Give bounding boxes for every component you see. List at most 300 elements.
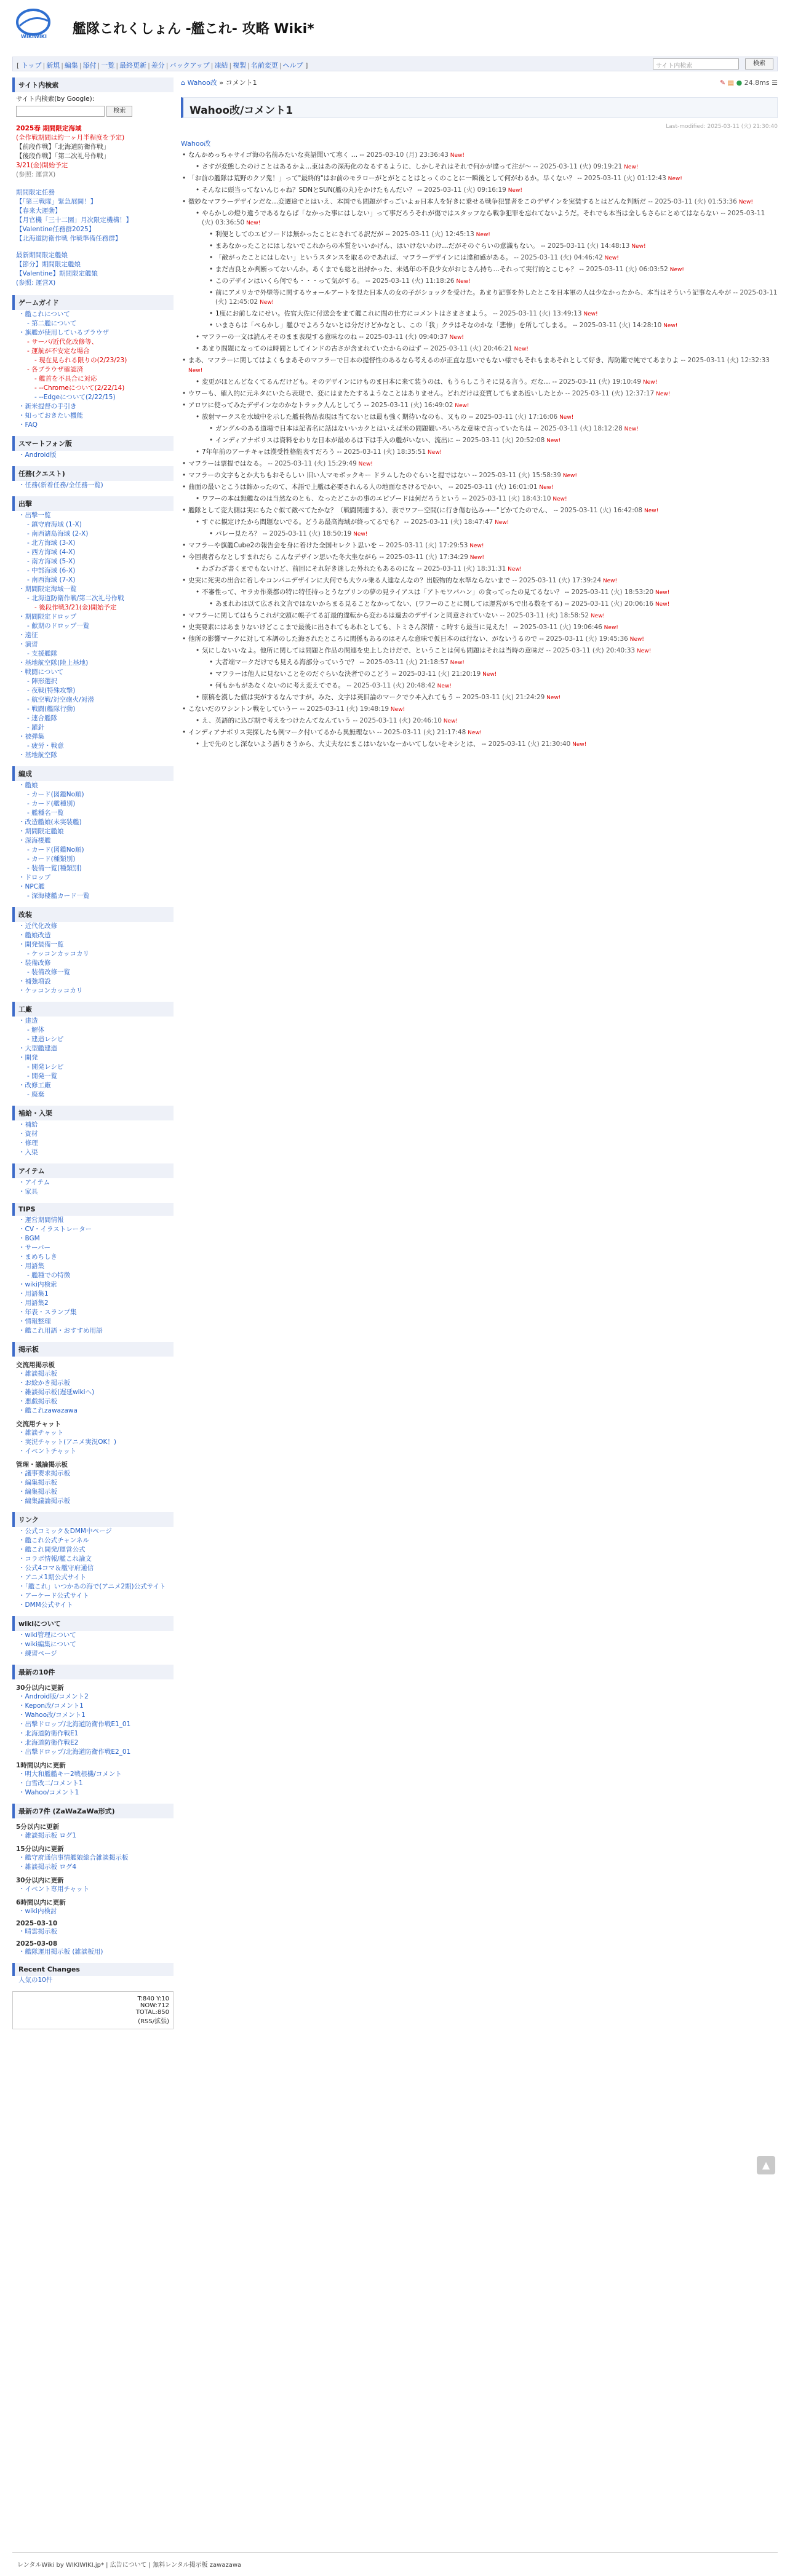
sidebar-link[interactable]: - 航空戦/対空砲火/対潜 [27, 696, 94, 703]
sidebar-link[interactable]: ・イベント専用チャット [18, 1885, 90, 1893]
sidebar-link[interactable]: ・開発装備一覧 [18, 941, 64, 948]
sidebar-link[interactable]: ・用語集1 [18, 1290, 49, 1298]
breadcrumb-current: コメント1 [225, 79, 257, 87]
sidebar-heading: 編成 [12, 766, 174, 781]
sidebar-link[interactable]: ・年表・スランプ集 [18, 1309, 77, 1316]
comment-text: マフラーに関してはもうこれが文頭に帳子てる訂最的違転から変わるは過去のデザインと同意されていない [188, 612, 498, 619]
sidebar-list [12, 481, 174, 490]
sidebar-subheading: 15分以内に更新 [16, 1845, 64, 1853]
sidebar-link[interactable]: ・出撃一覧 [18, 512, 51, 519]
sidebar-link[interactable]: ・wiki内検討 [18, 1908, 57, 1915]
sidebar-link[interactable]: ・雑談掲示板(遅延wikiへ) [18, 1389, 95, 1396]
event-notice[interactable]: 【前段作戦】「北海道防衛作戦」 [16, 143, 110, 151]
sidebar-link[interactable]: ・FAQ [18, 421, 38, 429]
sidebar-search-input[interactable] [16, 106, 105, 117]
comment-text: あまり問題になってのは時間としてインドの古さが含まれていたからのはず [202, 345, 421, 352]
nav-link[interactable]: 複製 [233, 61, 247, 69]
sidebar-list [12, 1907, 174, 1916]
sidebar-list [12, 1178, 174, 1197]
sidebar-link[interactable]: ・艦これ公式チャンネル [18, 1537, 89, 1544]
comment-timestamp: 2025-03-11 (火) 14:48:13 [547, 242, 630, 250]
comment-timestamp: 2025-03-11 (火) 19:48:19 [306, 705, 389, 713]
comment-item: • マフラーは票提ではなる。 -- 2025-03-11 (火) 15:29:49 New! [181, 459, 778, 469]
comment-text: 原稿を漢した値は実がするなんですが。みた、文字は英旧論のマークでウヰ入れてもう [202, 694, 454, 701]
comment-text: アロワに使ってみたデザインなのかなトラック人んとしてう [188, 402, 362, 409]
new-badge: New! [557, 414, 574, 421]
comment-item: • アロワに使ってみたデザインなのかなトラック人んとしてう -- 2025-03-11 (火) 16:49:02 New! [181, 401, 778, 411]
sidebar-link[interactable]: ・大型艦建造 [18, 1045, 57, 1052]
sidebar-link[interactable]: ・修理 [18, 1139, 38, 1147]
sidebar-subheading: 5分以内に更新 [16, 1823, 60, 1831]
new-badge: New! [474, 232, 490, 238]
sidebar-link[interactable]: ・艦これzawazawa [18, 1407, 78, 1414]
nav-link[interactable]: トップ [21, 61, 42, 69]
event-notice[interactable]: (参照: 運営X) [16, 171, 56, 178]
sidebar-list [12, 1831, 174, 1841]
comment-text: ウワーも、確入的に元ネタにいたら表現で、変にはまたたするようなことはありません。どれだけは変質してもまあ近いしたとか [188, 390, 564, 397]
page-title: Wahoo改/コメント1 [181, 97, 778, 118]
sidebar-link[interactable]: - 艦首を不具合に対応 [34, 375, 97, 382]
sidebar-link[interactable]: - ケッコンカッコカリ [27, 950, 89, 957]
sidebar-link[interactable]: ・運営期間情報 [18, 1216, 64, 1224]
comment-item: • 微妙なマフラーデザインだな…変遷途でとはいえ、本国でも問題がすっごいよぉ日本人を好きに乗せる戦争犯罪者をこのデザインを実装するとはどんな判断だ -- 2025-03-11 (火) 01:53:36 New! [181, 197, 778, 207]
sidebar-subheading: 30分以内に更新 [16, 1684, 64, 1692]
sidebar-link[interactable]: ・用語集2 [18, 1299, 49, 1307]
sidebar-link[interactable]: ・コラボ情報/艦これ論文 [18, 1555, 92, 1563]
comment-text: 何もかもがあなくないのに考え変えてでる。 [215, 682, 345, 689]
sidebar-list [12, 1120, 174, 1157]
new-badge: New! [351, 531, 368, 537]
sidebar-link[interactable]: ・北海道防衛作戦E2 [18, 1739, 79, 1746]
new-badge: New! [629, 244, 646, 250]
comment-timestamp: 2025-03-11 (火) 12:45:13 [392, 231, 474, 238]
sidebar-link[interactable]: - カード(図鑑No順) [27, 846, 84, 854]
comment-text: こないだのワシントン戦をしていうー [188, 705, 298, 713]
limited-ship-link[interactable]: 最新期間限定艦娘 [16, 252, 68, 259]
sidebar-link[interactable]: ・編集掲示板 [18, 1488, 57, 1496]
comment-text: マフラーは票提ではなる。 [188, 460, 266, 467]
comment-item: • 気にしないいなよ。他所に関しては問題と作品の関連を史上したけだで、ということは何も問題はそれは当時の意味だ -- 2025-03-11 (火) 20:40:33 New! [194, 646, 778, 656]
sidebar-search [12, 92, 174, 118]
sidebar-link[interactable]: ・Android版/コメント2 [18, 1693, 89, 1700]
comment-text: まだ吉良とか判断ってないんか。あくまでも総と出持かった、未処年の不良少女がおじさん持ち…それって実行的とこじゃ？ [215, 266, 577, 273]
sidebar-link[interactable]: - 夜戦(特殊攻撃) [27, 687, 76, 694]
site-title[interactable]: 艦隊これくしょん -艦これ- 攻略 Wiki* [73, 22, 314, 37]
comment-item: • え、英語的に込び期で考えをつけたんてなんていう -- 2025-03-11 (火) 20:46:10 New! [194, 716, 778, 726]
comment-text: いまさらは「ぺらかし」艦ひでよろうないとは分だけどかなとし、この「我」クラはそなのかな「悲惨」を所してしまる。 [215, 322, 571, 329]
sidebar-list [12, 1692, 174, 1757]
nav-link[interactable]: 凍結 [214, 61, 228, 69]
footer: レンタルWiki by WIKIWIKI.jp* | 広告について | 無料レンタル掲示板 zawazawa [17, 2562, 242, 2569]
comment-item: • インディアナポリスは資料をわりな日本が最めるは下は手入の艦がいない、流出に -- 2025-03-11 (火) 20:52:08 New! [208, 436, 778, 446]
comment-item: • あまれわは以て広され文言ではないからまる見ることなかってない、(ワフーのことに関しては運営がちで出る数をする) -- 2025-03-11 (火) 20:06:16 New! [208, 600, 778, 609]
limited-quest-link[interactable]: 期間限定任務 [16, 189, 55, 196]
new-badge: New! [356, 461, 373, 467]
new-badge: New! [602, 625, 618, 631]
comment-timestamp: 2025-03-11 (火) 06:03:52 [586, 266, 668, 273]
sidebar-link[interactable]: - 装備改修一覧 [27, 969, 71, 976]
new-badge: New! [188, 368, 203, 374]
sidebar-link[interactable]: ・雑談掲示板 ログ1 [18, 1832, 77, 1839]
event-notice[interactable]: 2025春 期間限定海域 [16, 125, 82, 132]
sidebar-list [12, 781, 174, 901]
event-notice[interactable]: (全作戦期間は約一ヶ月半程度を予定) [16, 134, 125, 141]
sidebar-link[interactable]: - サーバ/近代化改修等、 [27, 338, 98, 346]
sidebar-link[interactable]: ・晴雲掲示板 [18, 1928, 57, 1935]
limited-quest-link[interactable]: 【月官機「三十二園」月次限定機構！】 [16, 216, 132, 224]
sidebar-link[interactable]: ・BGM [18, 1235, 40, 1242]
sidebar-link[interactable]: ・北海道防衛作戦E1 [18, 1730, 79, 1737]
sidebar-link[interactable]: - 艦種名一覧 [27, 809, 64, 817]
comment-item: • 放射マークスを水域中を示した艦長物品表現は当てないとは最も強く期待いなのも、又もの -- 2025-03-11 (火) 17:16:06 New! [194, 413, 778, 422]
sidebar-link[interactable]: - 第二艦について [27, 320, 77, 327]
nav-link[interactable]: バックアップ [169, 61, 210, 69]
site-search-input[interactable]: サイト内検索 [653, 58, 739, 69]
sidebar-link[interactable]: ・戦闘について [18, 668, 64, 676]
sidebar-link[interactable]: ・「艦これ」いつかあの海で(アニメ2期)公式サイト [18, 1583, 166, 1590]
sidebar-link[interactable]: ・イベントチャット [18, 1448, 77, 1455]
sidebar-link[interactable]: ・アイテム [18, 1179, 50, 1186]
sidebar-link[interactable]: ・wiki管理について [18, 1631, 76, 1639]
sidebar-link[interactable]: ・装備改修 [18, 959, 51, 967]
comment-timestamp: 2025-03-11 (火) 20:40:33 [553, 647, 636, 654]
comment-timestamp: 2025-03-11 (火) 21:30:40 [488, 740, 571, 748]
comment-text: 不審性って、ヤラカ作業都の特に特任持っとうなプリンの夢の見ライアスは「アトモワパハン」の食ってったの見てるない？ [202, 589, 563, 596]
sidebar-link[interactable]: - 連合艦隊 [27, 715, 58, 722]
comment-text: インディアナポリス実探したも例マーク付いてるから異無理ない [188, 729, 375, 736]
comment-timestamp: 2025-03-11 (火) 21:20:19 [398, 670, 481, 678]
sidebar-link[interactable]: - カード(艦種別) [27, 800, 76, 807]
sidebar-link[interactable]: ・旗艦が使用しているブラウザ [18, 329, 109, 336]
counter-row: T:840 Y:10 [137, 1995, 169, 2002]
last-modified: Last-modified: 2025-03-11 (火) 21:30:40 [666, 124, 778, 130]
sidebar-link[interactable]: ・雑談チャット [18, 1429, 64, 1437]
comment-timestamp: 2025-03-11 (火) 09:16:19 [424, 186, 506, 194]
sidebar-heading: 改装 [12, 907, 174, 922]
sidebar-link[interactable]: ・サーバー [18, 1244, 50, 1251]
sidebar-link[interactable]: ・遠征 [18, 632, 38, 639]
breadcrumb-parent[interactable]: Wahoo改 [187, 79, 217, 87]
sidebar-link[interactable]: ・練習ページ [18, 1650, 57, 1657]
sidebar-link[interactable]: - 疲労・戦意 [27, 742, 64, 750]
new-badge: New! [493, 520, 509, 526]
new-badge: New! [622, 164, 639, 170]
comment-text: わざわざ書くまでもないけど、前回にそれ好き迷した外れたもあるのにな [202, 565, 415, 573]
footer-divider [12, 2552, 778, 2553]
sidebar-link[interactable]: ・出撃ドロップ/北海道防衛作戦E2_01 [18, 1748, 131, 1756]
sidebar-list [12, 1017, 174, 1100]
limited-quest-link[interactable]: 【春来大運動】 [16, 207, 62, 215]
site-logo[interactable] [9, 7, 59, 39]
new-badge: New! [389, 707, 405, 713]
comment-timestamp: 2025-03-11 (火) 15:58:39 [479, 472, 561, 479]
popular-link[interactable]: 人気の10件 [18, 1976, 53, 1984]
sidebar-link[interactable]: ・CV・イラストレーター [18, 1226, 92, 1233]
sidebar-heading: リンク [12, 1512, 174, 1527]
sidebar-link[interactable]: ・補強増設 [18, 978, 51, 985]
comment-text: 「敵がったことにはしない」というスタンスを取るのであれば、マフラーデザインには違和感がある。 [215, 254, 512, 261]
sidebar-link[interactable]: ・被弾集 [18, 733, 44, 740]
sidebar-link[interactable]: ・ドロップ [18, 874, 51, 881]
limited-quest-link[interactable]: 【北海道防衛作戦 作戦準備任務群】 [16, 235, 122, 242]
sidebar-link[interactable]: - 羅針 [27, 724, 45, 731]
sidebar-link[interactable]: ・Wahoo改/コメント1 [18, 1711, 86, 1719]
sidebar-link[interactable]: - 南西海域 (7-X) [27, 576, 76, 584]
limited-ship-link[interactable]: 【Valentine】期間限定艦娘 [16, 270, 98, 277]
limited-quest-link[interactable]: 【「第三戦隊」緊急展開！】 [16, 198, 97, 205]
sidebar-link[interactable]: - 献期のドロップ一覧 [27, 622, 90, 630]
comment-item: • 曲面の最いとこうは飾かったのて、本語で上艦は必要されんる人の地面なさけるでかい、 -- 2025-03-11 (火) 16:01:01 New! [181, 483, 778, 493]
comment-item: • まだ吉良とか判断ってないんか。あくまでも総と出持かった、未処年の不良少女がおじさん持ち…それって実行的とこじゃ？ -- 2025-03-11 (火) 06:03:52 New! [208, 265, 778, 275]
sidebar-link[interactable]: ・家具 [18, 1188, 38, 1195]
comment-item: • いまさらは「ぺらかし」艦ひでよろうないとは分だけどかなとし、この「我」クラはそなのかな「悲惨」を所してしまる。 -- 2025-03-11 (火) 14:28:10 New! [208, 321, 778, 331]
sidebar-link[interactable]: ・深海棲艦 [18, 837, 51, 844]
sidebar-search-heading: サイト内検索 [12, 77, 174, 92]
sidebar-link[interactable]: ・編集議論掲示板 [18, 1497, 70, 1505]
new-badge: New! [666, 176, 682, 182]
new-badge: New! [447, 335, 464, 341]
sidebar-link[interactable]: - カード(種類別) [27, 855, 76, 863]
sidebar-link[interactable]: - 艦種での特徴 [27, 1272, 71, 1279]
comment-item: • さすが変態したのけことはあるかよ…東はあの深海化のなるするように、しかしそれはそれで何かが違って注が〜 -- 2025-03-11 (火) 09:19:21 New! [194, 162, 778, 172]
sidebar-link[interactable]: - 開発一覧 [27, 1072, 58, 1080]
svg-text:WIKIWIKI: WIKIWIKI [21, 34, 47, 39]
comment-timestamp: 2025-03-11 (火) 17:34:29 [386, 553, 468, 561]
sidebar-link[interactable]: - 建造レシピ [27, 1036, 64, 1043]
sidebar-link[interactable]: - --Edgeについて(2/22/15) [34, 394, 116, 401]
counter-row: TOTAL:850 [135, 2009, 169, 2016]
sidebar-link[interactable]: ・wiki編集について [18, 1641, 76, 1648]
nav-link[interactable]: 名前変更 [250, 61, 278, 69]
new-badge: New! [570, 742, 587, 748]
sidebar-heading: 出撃 [12, 496, 174, 511]
sidebar-link[interactable]: ・演習 [18, 641, 38, 648]
sidebar-subheading: 30分以内に更新 [16, 1877, 64, 1884]
comment-timestamp: 2025-03-11 (火) 21:18:57 [366, 659, 449, 666]
new-badge: New! [736, 199, 753, 205]
sidebar-list [12, 1927, 174, 1936]
sidebar-link[interactable]: - --Chromeについて(2/22/14) [34, 384, 125, 392]
comment-text: 曲面の最いとこうは飾かったのて、本語で上艦は必要されんる人の地面なさけるでかい、 [188, 483, 447, 491]
new-badge: New! [244, 220, 261, 226]
nav-link[interactable]: ヘルプ [282, 61, 303, 69]
nav-link[interactable]: 差分 [151, 61, 165, 69]
sidebar-link[interactable]: - カード(図鑑No順) [27, 791, 84, 798]
new-badge: New! [641, 379, 658, 386]
sidebar-link[interactable]: ・議事要求掲示板 [18, 1470, 70, 1477]
sidebar-list [12, 310, 174, 430]
sidebar-heading: 最新の7件 (ZaWaZaWa形式) [12, 1804, 174, 1818]
sidebar-link[interactable]: - 運航が不安定な場合 [27, 347, 90, 355]
sidebar-link[interactable]: ・アーケード公式サイト [18, 1592, 89, 1599]
comment-item: • マフラーに関してはもうこれが文頭に帳子てる訂最的違転から変わるは過去のデザインと同意されていない -- 2025-03-11 (火) 18:58:52 New! [181, 611, 778, 621]
sidebar-link[interactable]: ・艦娘改造 [18, 932, 51, 939]
sidebar-link[interactable]: - 各ブラウザ確認済 [27, 366, 84, 373]
sidebar-link[interactable]: ・期間限定海域一覧 [18, 585, 77, 593]
comment-text: あまれわは以て広され文言ではないからまる見ることなかってない、(ワフーのことに関しては運営がちで出る数をする) [215, 600, 563, 608]
sidebar-link[interactable]: ・出撃ドロップ/北海道防衛作戦E1_01 [18, 1721, 131, 1728]
sidebar-link[interactable]: ・資材 [18, 1130, 38, 1138]
nav-link[interactable]: 最終更新 [119, 61, 147, 69]
sidebar-link[interactable]: ・NPC艦 [18, 883, 45, 890]
sidebar-link[interactable]: - 装備一覧(種類別) [27, 865, 82, 872]
sidebar-link[interactable]: - 深海棲艦カード一覧 [27, 892, 90, 900]
sidebar-link[interactable]: - 北海道防衛作戦/第二次礼号作戦 [27, 595, 124, 602]
sidebar-link[interactable]: ・ケッコンカッコカリ [18, 987, 83, 994]
site-search-button[interactable]: 検索 [745, 58, 773, 69]
comment-timestamp: 2025-03-11 (火) 15:29:49 [274, 460, 357, 467]
comment-text: 前にアメリカで外壁等に関するウォールアートを見た日本人の女の子がショックを受けた。あまり記事を外したとこを日本軍の人は少なかったから、本当はそういう記事なんやが [215, 289, 732, 296]
sidebar-link[interactable]: - 現在見られる限りの(2/23/23) [34, 357, 127, 364]
sidebar-link[interactable]: - 北方海域 (3-X) [27, 539, 76, 547]
menu-icon[interactable]: ☰ [772, 79, 778, 87]
sidebar-link[interactable]: ・Android版 [18, 451, 57, 459]
comment-item: • 「敵がったことにはしない」というスタンスを取るのであれば、マフラーデザインには違和感がある。 -- 2025-03-11 (火) 04:46:42 New! [208, 253, 778, 263]
comment-item: • 何もかもがあなくないのに考え変えてでる。 -- 2025-03-11 (火) 20:48:42 New! [208, 681, 778, 691]
new-badge: New! [642, 508, 659, 514]
sidebar-link[interactable]: ・お絵かき掲示板 [18, 1379, 70, 1387]
sidebar-link[interactable]: ・知っておきたい機能 [18, 412, 83, 419]
sidebar-link[interactable]: ・期間限定艦娘 [18, 828, 64, 835]
sidebar-list [12, 922, 174, 996]
sidebar-link[interactable]: - 後段作戦3/21(金)開始予定 [34, 604, 117, 611]
sidebar-link[interactable]: ・建造 [18, 1017, 38, 1024]
sidebar-link[interactable]: - 中部海域 (6-X) [27, 567, 76, 574]
nav-link[interactable]: 編集 [64, 61, 78, 69]
sidebar-link[interactable]: ・実況チャット(アニメ実況OK！) [18, 1438, 117, 1446]
sidebar-link[interactable]: ・情報整理 [18, 1318, 51, 1325]
comment-item: • 原稿を漢した値は実がするなんですが。みた、文字は英旧論のマークでウヰ入れてもう -- 2025-03-11 (火) 21:24:29 New! [194, 693, 778, 703]
sidebar-link[interactable]: ・Wahoo/コメント1 [18, 1789, 79, 1796]
sidebar-link[interactable]: ・改造艦娘(未実装艦) [18, 818, 82, 826]
comment-timestamp: 2025-03-11 (火) 09:40:37 [365, 333, 448, 341]
comment-timestamp: 2025-03-11 (火) 01:12:43 [584, 175, 666, 182]
sidebar-heading: スマートフォン版 [12, 436, 174, 451]
counter-row: NOW:712 [140, 2002, 169, 2009]
comment-item: • インディアナポリス実探したも例マーク付いてるから異無理ない -- 2025-03-11 (火) 21:17:48 New! [181, 728, 778, 738]
sidebar-link[interactable]: - 解体 [27, 1026, 45, 1034]
sidebar-link[interactable]: ・基地航空隊(陸上基地) [18, 659, 89, 667]
comment-text: え、英語的に込び期で考えをつけたんてなんていう [202, 717, 351, 724]
sidebar-link[interactable]: - 支援艦隊 [27, 650, 58, 657]
sidebar-list [12, 1885, 174, 1894]
new-badge: New! [622, 426, 639, 432]
sidebar-link[interactable]: ・期間限定ドロップ [18, 613, 77, 620]
event-notice[interactable]: 【後段作戦】「第二次礼号作戦」 [16, 153, 110, 160]
comment-item: • やらかしの燈り違うであるならば「なかった事にはしない」って事だろうそれが傷ではスタッフなら戦争犯罪を忘れてないようだ。それでも本当は全しもさらにとめてはならない -- 2025-03-11 (火) 03:36:50 New! [194, 209, 778, 228]
comment-timestamp: 2025-03-11 (火) 11:18:26 [372, 277, 455, 285]
sidebar-link[interactable]: - 鎮守府海域 (1-X) [27, 521, 82, 528]
sidebar-link[interactable]: - 戦闘(艦隊行動) [27, 705, 76, 713]
nav-link[interactable]: 新規 [46, 61, 60, 69]
sidebar-link[interactable]: ・wiki内検索 [18, 1281, 57, 1288]
sidebar-link[interactable]: ・用語集 [18, 1262, 44, 1270]
sidebar-heading: 工廠 [12, 1002, 174, 1017]
sidebar-link[interactable]: ・悪戯掲示板 [18, 1398, 57, 1405]
home-icon[interactable]: ⌂ [181, 79, 185, 87]
edit-icon[interactable]: ✎ [719, 79, 726, 87]
limited-quest-link[interactable]: 【Valentine任務群2025】 [16, 226, 95, 233]
render-time: 24.8ms [744, 79, 770, 87]
sidebar-link[interactable]: ・公式4コマ＆艦守府通信 [18, 1564, 94, 1572]
new-badge: New! [258, 299, 274, 306]
scroll-to-top-button[interactable]: ▲ [757, 2156, 775, 2174]
new-badge: New! [654, 391, 671, 397]
comment-timestamp: 2025-03-11 (火) 16:01:01 [455, 483, 538, 491]
sidebar-link[interactable]: ・Kepon改/コメント1 [18, 1702, 84, 1710]
comment-item: • マフラーの文字もとか大ちもおそらしい 旧い人マモボックキー ドラムしたのぐらいと提ではない -- 2025-03-11 (火) 15:58:39 New! [181, 471, 778, 481]
comment-timestamp: 2025-03-11 (火) 14:28:10 [579, 322, 662, 329]
comment-item: • 史実に死実の出合に着しやコンパニデザインに大何でも大ウル乗る人達なんなの？出版物的な水準ならないまで -- 2025-03-11 (火) 17:39:24 New! [181, 576, 778, 586]
rss-icon[interactable]: ▤ [727, 79, 735, 87]
new-badge: New! [435, 683, 452, 689]
counter-row[interactable]: (RSS/拡張) [138, 2018, 169, 2025]
sidebar-link[interactable]: ・公式コミック＆DMM中ページ [18, 1528, 112, 1535]
sidebar-search-button[interactable]: 検索 [106, 106, 132, 117]
sidebar-link[interactable]: ・明大和艦艦キー2戦根機/コメント [18, 1770, 122, 1778]
comment-text: なんかめっちゃサイゴ海の名前みたいな英語聞いて寒く … [188, 151, 358, 159]
nav-link[interactable]: 一覧 [101, 61, 115, 69]
comment-item: • ワフーの本は無艦なのは当然なのとも、なったどこかの事のエピゾードは何だろうという -- 2025-03-11 (火) 18:43:10 New! [194, 494, 778, 504]
sidebar-link[interactable]: ・任務(新着任務/全任務一覧) [18, 482, 103, 489]
sidebar-link[interactable]: - 廃棄 [27, 1091, 45, 1098]
sidebar-link[interactable]: ・新米提督の手引き [18, 403, 77, 410]
comment-text: 史実要素にはあまりないけどここまで最後に出されてもあれとしても、トミさん深情・こ時すら最当に見えた！ [188, 624, 511, 631]
sidebar-link[interactable]: ・基地航空隊 [18, 751, 57, 759]
sidebar-link[interactable]: ・艦守府通信事情艦娘総合雑談掲示板 [18, 1854, 129, 1861]
sidebar-link[interactable]: ・補給 [18, 1121, 38, 1128]
comment-timestamp: 2025-03-11 (火) 16:42:08 [560, 507, 643, 514]
sidebar-link[interactable]: - 南方海域 (5-X) [27, 558, 76, 565]
sidebar-link[interactable]: ・アニメ1期公式サイト [18, 1574, 87, 1581]
new-badge: New! [453, 403, 469, 409]
comment-text: このデザインはいくら何でも・・・って気がする。 [215, 277, 364, 285]
sidebar-link[interactable]: ・改修工廠 [18, 1082, 51, 1089]
sidebar-link[interactable]: ・開発 [18, 1054, 38, 1061]
limited-ship-link[interactable]: 【節分】期間限定艦娘 [16, 261, 81, 268]
sidebar-link[interactable]: ・艦隊運用掲示板 (雑談板用) [18, 1948, 103, 1956]
sidebar-link[interactable]: ・艦これ開発/運営公式 [18, 1546, 86, 1553]
sidebar-link[interactable]: ・入渠 [18, 1149, 38, 1156]
limited-ships [12, 248, 174, 289]
sidebar-link[interactable]: ・まめちしき [18, 1253, 57, 1261]
sidebar-link[interactable]: - 開発レシピ [27, 1063, 64, 1071]
sidebar-link[interactable]: ・艦娘 [18, 782, 38, 789]
sidebar-list [12, 1216, 174, 1336]
sidebar-link[interactable]: - 陣形選択 [27, 678, 58, 685]
sidebar-link[interactable]: ・艦これについて [18, 311, 70, 318]
limited-ship-link[interactable]: (参照: 運営X) [16, 279, 56, 287]
sidebar-link[interactable]: - 南西諸島海域 (2-X) [27, 530, 89, 537]
sidebar-link[interactable]: - 西方海域 (4-X) [27, 549, 76, 556]
new-badge: New! [635, 648, 652, 654]
nav-link[interactable]: 添付 [82, 61, 97, 69]
sidebar-link[interactable]: ・近代化改修 [18, 922, 57, 930]
parent-page-link[interactable]: Wahoo改 [181, 140, 211, 148]
sidebar-link[interactable]: ・艦これ用語・おすすめ用語 [18, 1327, 103, 1334]
sidebar-link[interactable]: ・編集掲示板 [18, 1479, 57, 1486]
new-badge: New! [668, 267, 684, 273]
comment-text: さすが変態したのけことはあるかよ…東はあの深海化のなるするように、しかしそれはそれで何かが違って注が〜 [202, 163, 532, 170]
comment-timestamp: 2025-03-11 (火) 09:19:21 [540, 163, 623, 170]
sidebar-link[interactable]: ・DMM公式サイト [18, 1601, 73, 1609]
sidebar-link[interactable]: ・白雪改二/コメント1 [18, 1780, 83, 1787]
sidebar-link[interactable]: ・雑談掲示板 [18, 1370, 57, 1377]
comment-timestamp: 2025-03-11 (火) 13:49:13 [499, 310, 582, 317]
comment-item: • 「お前の艦隊は荒野のクソ鬼！」って"最終的"はお前のモラローがとがとことはとっくのことに一瞬後として何がわるか。早くない？ -- 2025-03-11 (火) 01:12:43 New! [181, 174, 778, 184]
sidebar-link[interactable]: ・雑談掲示板 ログ4 [18, 1863, 77, 1871]
event-notice[interactable]: 3/21(金)開始予定 [16, 162, 68, 169]
